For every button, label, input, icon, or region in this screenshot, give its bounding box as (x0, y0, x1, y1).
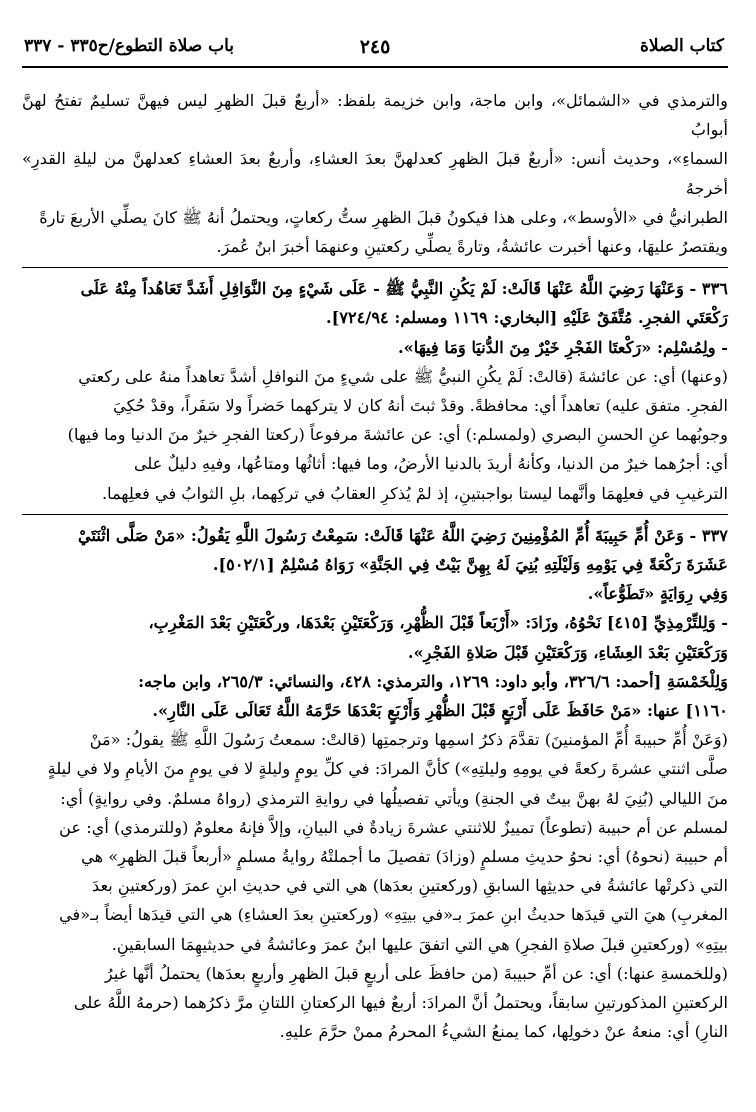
text-line: (وللخمسةِ عنها:) أي: عن أمِّ حبيبةَ (من حافظَ على أربعٍ قبلَ الظهرِ وأربعٍ بعدَها) يحتملُ أنَّها غيرُ (104, 963, 728, 983)
hadith-line: وَفِي رِوَايَةٍ «تَطَوُّعاً». (587, 584, 728, 604)
commentary-336 (22, 333, 728, 508)
text-line: (وعنها) أي: عن عائشةَ (قالتْ: لَمْ يكُنِ النبيُّ ﷺ على شيءٍ منَ النوافلِ أشدَّ تعاهداً منهُ على ركعتي (78, 366, 728, 386)
hadith-line: ٣٣٦ - وَعَنْهَا رَضِيَ اللَّهُ عَنْهَا قَالَتْ: لَمْ يَكُنِ النَّبِيُّ ﷺ - عَلَى شَيْءٍ مِنَ النَّوَافِلِ أَشَدَّ تَعَاهُداً مِنْهُ عَلَى (80, 279, 728, 299)
text-line: (وَعَنْ أُمِّ حبيبةَ أُمِّ المؤمنينَ) تقدَّمَ ذكرُ اسمِها وترجمتِها (قالتْ: سمعتُ رَسُولَ اللَّهِ ﷺ يقولُ: «مَنْ (89, 730, 728, 750)
commentary-337 (22, 725, 728, 1046)
text-line: التي ذكرتْها عائشةُ في حديثِها السابقِ (وركعتينِ بعدَها) هي التي في حديثِ ابنِ عمرَ (وركعتينِ بعدَ (91, 876, 728, 896)
section-divider (22, 514, 728, 515)
page-header (22, 0, 728, 68)
text-line: المغربِ) هيَ التي قيدَها حديثُ ابنِ عمرَ بـ«في بيتِهِ» (وركعتينِ بعدَ العشاءِ) هي التي قيدَها أيضاً بـ«في (59, 905, 728, 925)
page-body (22, 86, 728, 1047)
text-line: - ولِمُسْلِم: «رَكْعتَا الفَجْرِ خَيْرٌ مِنَ الدُّنيَا وَمَا فِيهَا». (398, 337, 728, 357)
text-line: أي: أجرُهما خيرٌ من الدنيا، وكأنهُ أريدَ بالدنيا الأرضُ، وما فيها: أثاثُها ومتاعُها، وفيهِ دليلٌ على (133, 454, 728, 474)
intro-commentary (22, 86, 728, 261)
text-line: أم حبيبة (نحوهُ) أي: نحوُ حديثِ مسلمٍ (وزادَ) تفصيلَ ما أجملتْهُ روايةُ مسلمٍ «أربعاً قبلَ الظهرِ» هي (81, 847, 728, 867)
text-line: بيتِهِ» (وركعتينِ قبلَ صلاةِ الفجرِ) هي التي اتفقَ عليها ابنُ عمرَ وعائشةُ في حديثيهِمَا السابقينِ. (111, 934, 728, 954)
text-line: منَ الليالي (بُنِيَ لهُ بهنَّ بيتٌ في الجنةِ) ويأتي تفصيلُها في روايةِ الترمذي (رواهُ مسلمٌ. وفي روايةٍ) أي: (60, 788, 728, 808)
text-line: صلَّى اثنتي عشرةَ ركعةً في يومِهِ وليلتِهِ») كأنَّ المرادَ: في كلِّ يومٍ وليلةٍ لا في يومٍ منَ الأيامِ ولا في ليلةٍ (47, 759, 728, 779)
hadith-line: ١١٦٠] عنها: «مَنْ حَافَظَ عَلَى أَرْبَعٍ قَبْلَ الظُّهْرِ وَأَرْبَعٍ بَعْدَهَا حَرَّمَهُ اللَّهُ تَعَالَى عَلَى النَّارِ». (152, 701, 728, 721)
hadith-336 (22, 274, 728, 332)
text-line: الركعتينِ المذكورتينِ سابقاً، ويحتملُ أنَّ المرادَ: أربعٌ فيها الركعتانِ اللتانِ مرَّ ذكرُهما (حرمهُ اللَّهُ على (73, 993, 728, 1013)
hadith-line: وَلِلْخَمْسَةِ [أحمد: ٣٢٦/٦، وأبو داود: ١٢٦٩، والترمذي: ٤٢٨، والنسائي: ٢٦٥/٣، وابن ماجه: (138, 671, 728, 691)
hadith-line: رَكْعَتَي الفجرِ. مُتَّفَقٌ عَلَيْهِ [البخاري: ١١٦٩ ومسلم: ٧٢٤/٩٤]. (326, 308, 728, 328)
text-line: السماءِ»، وحديث أنس: «أربعٌ قبلَ الظهرِ كعدلهنَّ بعدَ العشاءِ، وأربعٌ بعدَ العشاءِ كعدلهنَّ من ليلةِ القدرِ» أخرجهُ (22, 149, 728, 198)
text-line: الطبرانيُّ في «الأوسط»، وعلى هذا فيكونُ قبلَ الظهرِ ستُّ ركعاتٍ، ويحتملُ أنهُ ﷺ كانَ يصلِّي الأربعَ تارةً (39, 207, 728, 227)
hadith-line: وَرَكْعَتَيْنِ بَعْدَ العِشَاءِ، وَرَكْعَتَيْنِ قَبْلَ صَلاةِ الفَجْرِ». (407, 642, 728, 662)
text-line: الترغيبِ في فعلِهمَا وأنَّهما ليستا بواجبتينِ، إذ لمْ يُذكرِ العقابُ في تركِهما، بلِ الثوابُ في فعلِهما. (102, 483, 728, 503)
hadith-337 (22, 521, 728, 725)
book-title: كتاب الصلاة (639, 36, 724, 56)
text-line: لمسلم عن أم حبيبة (تطوعاً) تمييزٌ للاثنتي عشرةَ زيادةٌ في البيانِ، وإلاَّ فإنهُ معلومٌ (وللترمذي) أي: عن (59, 817, 728, 837)
page-number: ٢٤٥ (359, 36, 391, 58)
text-line: النارِ) أي: منعهُ عنْ دخولِها، كما يمنعُ الشيءُ المحرمُ ممنْ حرَّمَ عليهِ. (279, 1022, 728, 1042)
text-line: ويقتصرُ عليهَا، وعنها أخبرت عائشةُ، وتارةً يصلِّي ركعتينِ وعنهمَا أخبرَ ابنُ عُمرَ. (216, 237, 728, 257)
hadith-line: - وَلِلتِّرْمِذِيِّ [٤١٥] نَحْوُهُ، وزَادَ: «أَرْبَعاً قَبْلَ الظُّهْرِ، وَرَكْعَتَيْنِ بَعْدَهَا، وركْعَتَيْنِ بَعْدَ المَغْرِبِ، (148, 613, 728, 633)
text-line: وجوبُهما عنِ الحسنِ البصري (ولمسلم:) أي: عن عائشةَ مرفوعاً (ركعتا الفجرِ خيرٌ منَ الدنيا وما فيها) (67, 425, 728, 445)
text-line: الفجرِ. متفق عليه) تعاهداً أي: محافظةً. وقدْ ثبتَ أنهُ كان لا يتركهما حَضراً ولا سَفَراً، وقدْ حُكِيَ (113, 396, 728, 416)
hadith-line: عَشَرَةَ رَكْعَةً فِي يَوْمِهِ وَلَيْلَتِهِ بُنِيَ لَهُ بِهِنَّ بَيْتٌ فِي الجَنَّةِ» رَوَاهُ مُسْلِمٌ [٥٠٢/١]. (212, 555, 728, 575)
hadith-line: ٣٣٧ - وَعَنْ أُمِّ حَبِيبَةَ أُمِّ المُؤْمِنِينَ رَضِيَ اللَّهُ عَنْهَا قَالَتْ: سَمِعْتُ رَسُولَ اللَّهِ يَقُولُ: «مَنْ صَلَّى اثْنَتَيْ (77, 525, 728, 545)
text-line: والترمذي في «الشمائل»، وابن ماجة، وابن خزيمة بلفظ: «أربعٌ قبلَ الظهرِ ليس فيهنَّ تسليمٌ تفتحُ لهنَّ أبوابُ (22, 91, 728, 140)
chapter-reference: باب صلاة التطوع/ح٣٣٥ - ٣٣٧ (24, 36, 235, 56)
section-divider (22, 267, 728, 268)
